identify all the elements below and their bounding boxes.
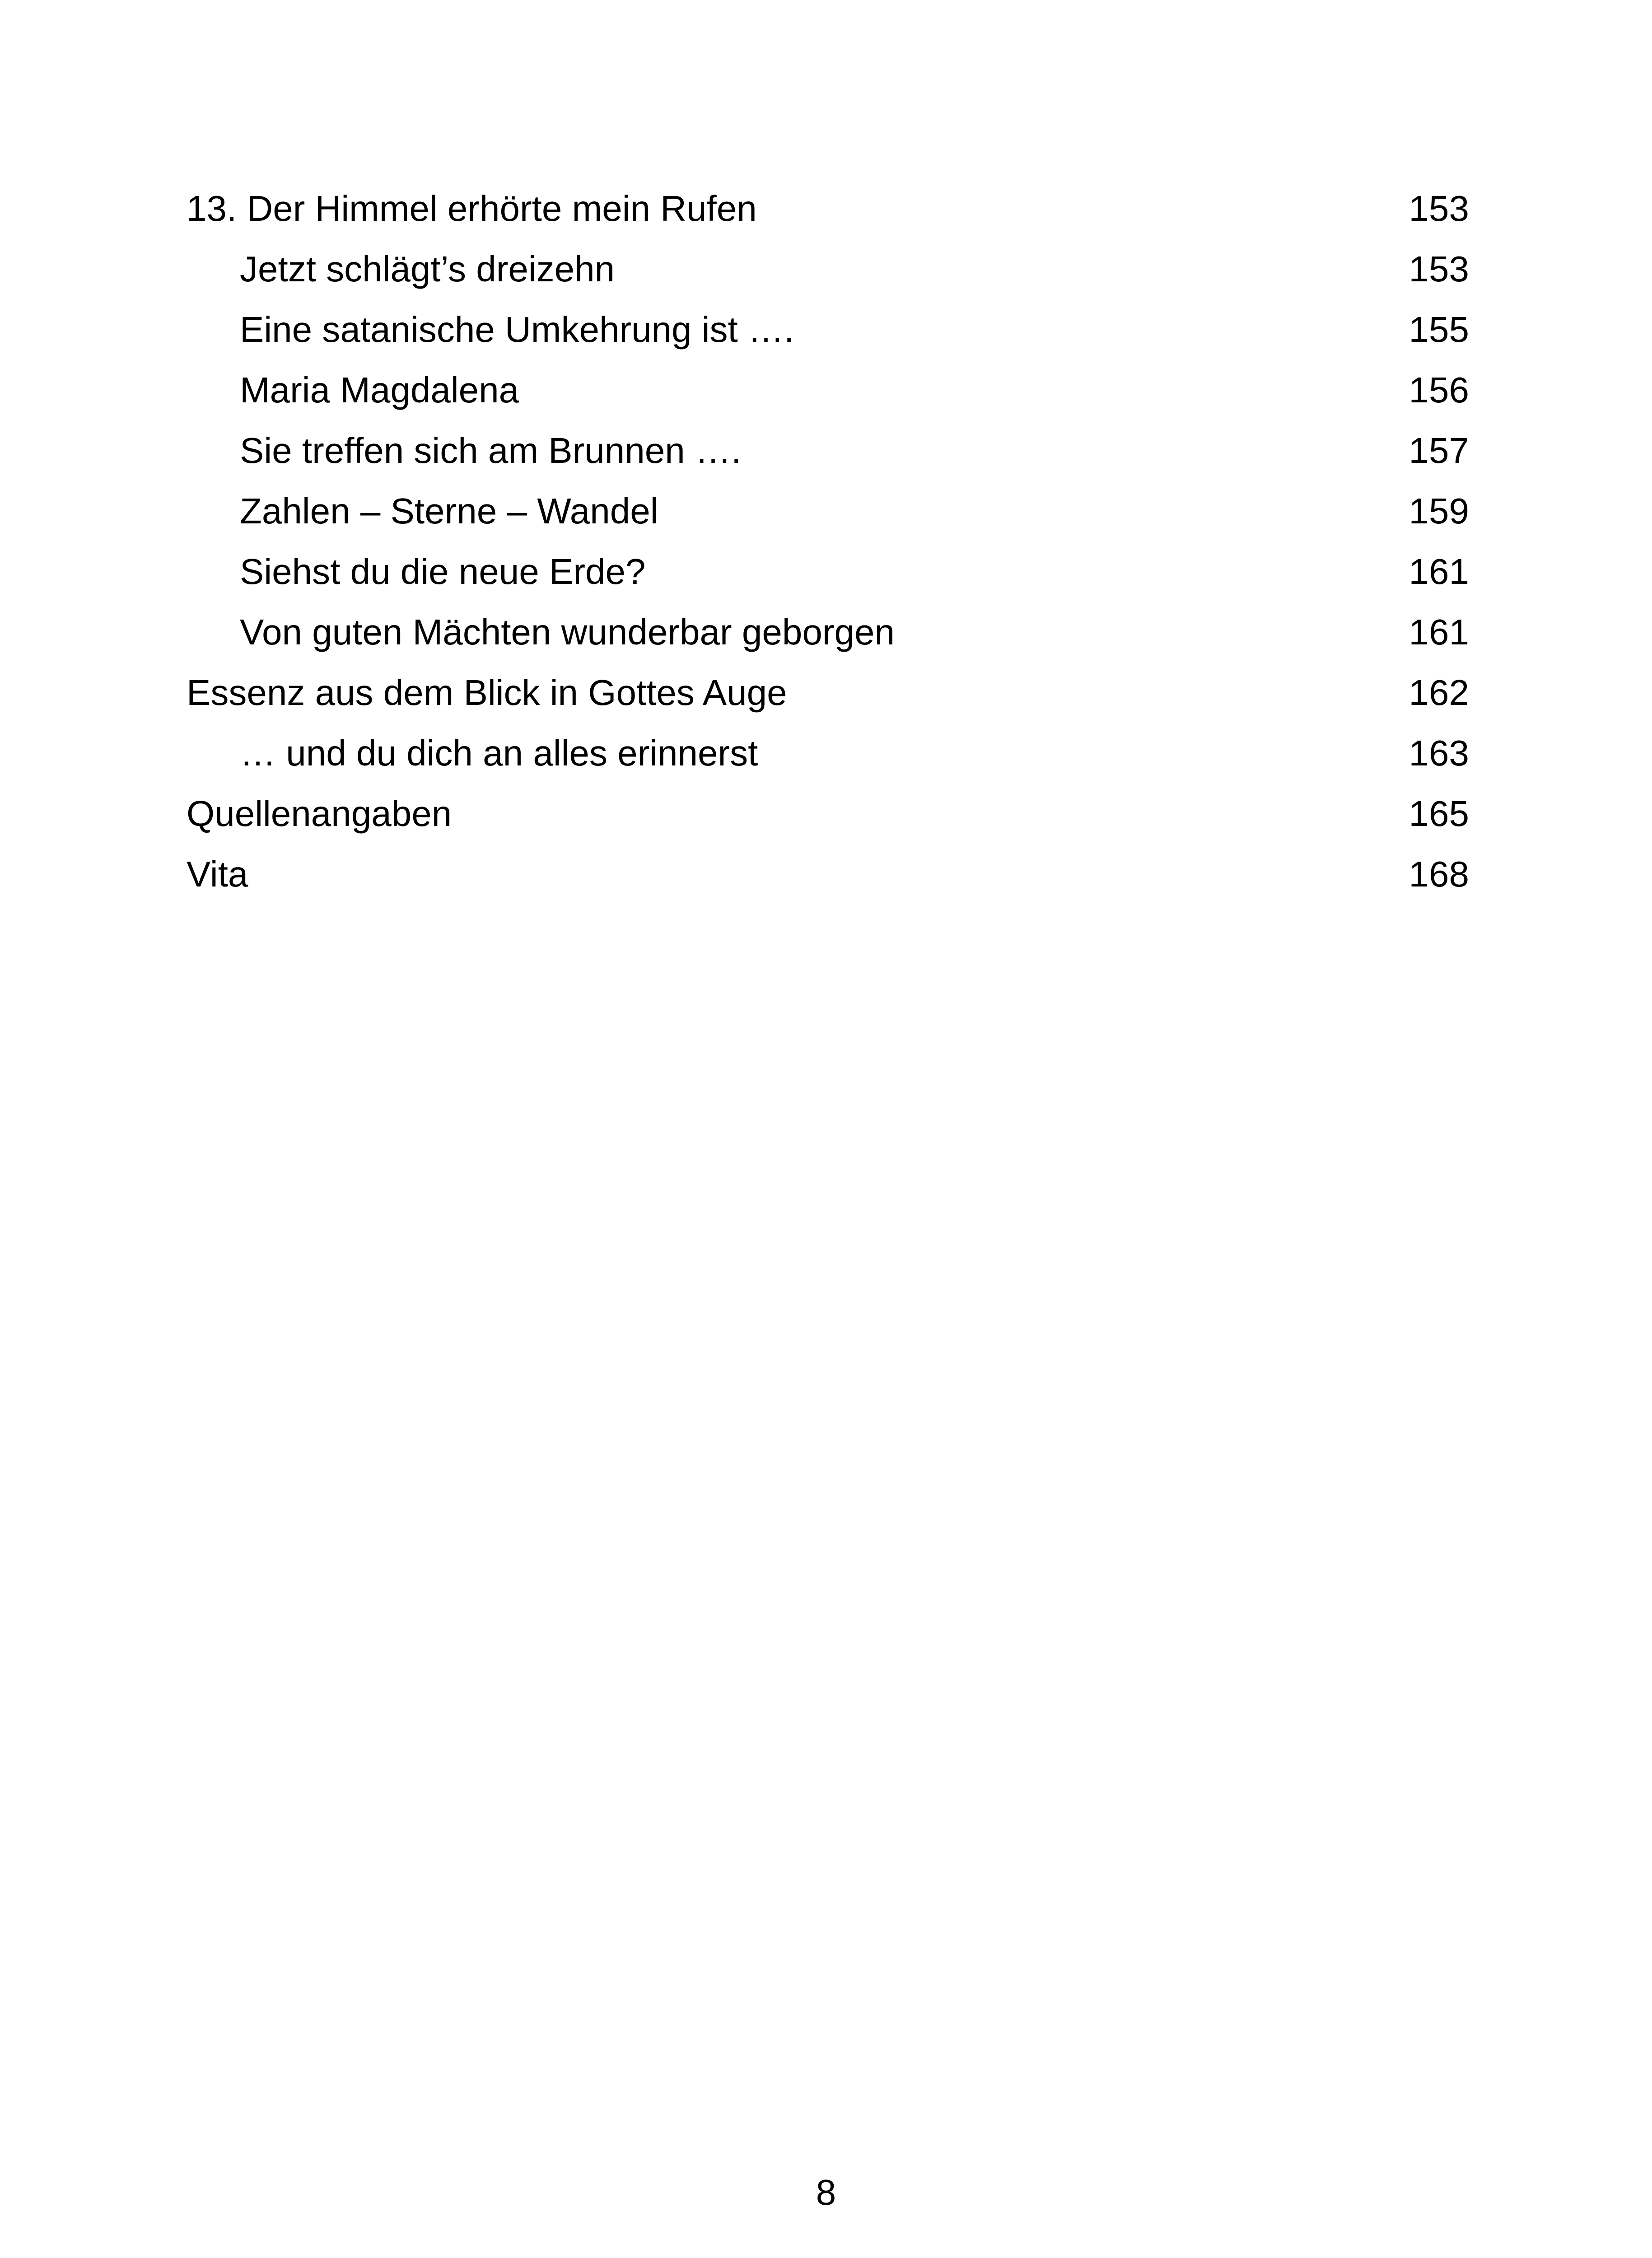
toc-entry-title: Siehst du die neue Erde? bbox=[240, 551, 646, 592]
toc-entry-page: 153 bbox=[1409, 188, 1469, 229]
toc-entry bbox=[187, 299, 1469, 360]
toc-entry-title: Essenz aus dem Blick in Gottes Auge bbox=[187, 672, 787, 713]
toc-entry-title: Von guten Mächten wunderbar geborgen bbox=[240, 612, 895, 652]
toc-entry-page: 163 bbox=[1409, 733, 1469, 773]
table-of-contents bbox=[187, 178, 1469, 905]
page-number: 8 bbox=[816, 2172, 836, 2212]
toc-entry-title: Jetzt schlägt’s dreizehn bbox=[240, 249, 615, 289]
toc-entry-page: 161 bbox=[1409, 612, 1469, 652]
toc-entry-title: 13. Der Himmel erhörte mein Rufen bbox=[187, 188, 757, 229]
toc-entry-page: 153 bbox=[1409, 249, 1469, 289]
toc-entry-title: Zahlen – Sterne – Wandel bbox=[240, 491, 658, 531]
toc-entry-title: Vita bbox=[187, 854, 248, 894]
toc-entry-title: … und du dich an alles erinnerst bbox=[240, 733, 758, 773]
toc-entry bbox=[187, 178, 1469, 239]
toc-entry-title: Sie treffen sich am Brunnen …. bbox=[240, 430, 742, 471]
toc-entry-page: 156 bbox=[1409, 370, 1469, 410]
toc-entry-page: 162 bbox=[1409, 672, 1469, 713]
toc-entry-title: Quellenangaben bbox=[187, 793, 452, 834]
toc-entry-title: Eine satanische Umkehrung ist …. bbox=[240, 309, 794, 350]
toc-entry bbox=[187, 239, 1469, 299]
toc-entry-page: 168 bbox=[1409, 854, 1469, 894]
toc-entry-page: 157 bbox=[1409, 430, 1469, 471]
toc-entry-page: 155 bbox=[1409, 309, 1469, 350]
toc-entry bbox=[187, 784, 1469, 844]
toc-entry bbox=[187, 602, 1469, 662]
toc-entry bbox=[187, 844, 1469, 905]
toc-entry bbox=[187, 723, 1469, 784]
toc-entry-page: 161 bbox=[1409, 551, 1469, 592]
toc-entry-page: 159 bbox=[1409, 491, 1469, 531]
toc-entry bbox=[187, 360, 1469, 420]
toc-entry bbox=[187, 420, 1469, 481]
toc-entry-title: Maria Magdalena bbox=[240, 370, 519, 410]
toc-entry bbox=[187, 662, 1469, 723]
toc-entry bbox=[187, 481, 1469, 541]
toc-entry-page: 165 bbox=[1409, 793, 1469, 834]
toc-entry bbox=[187, 541, 1469, 602]
